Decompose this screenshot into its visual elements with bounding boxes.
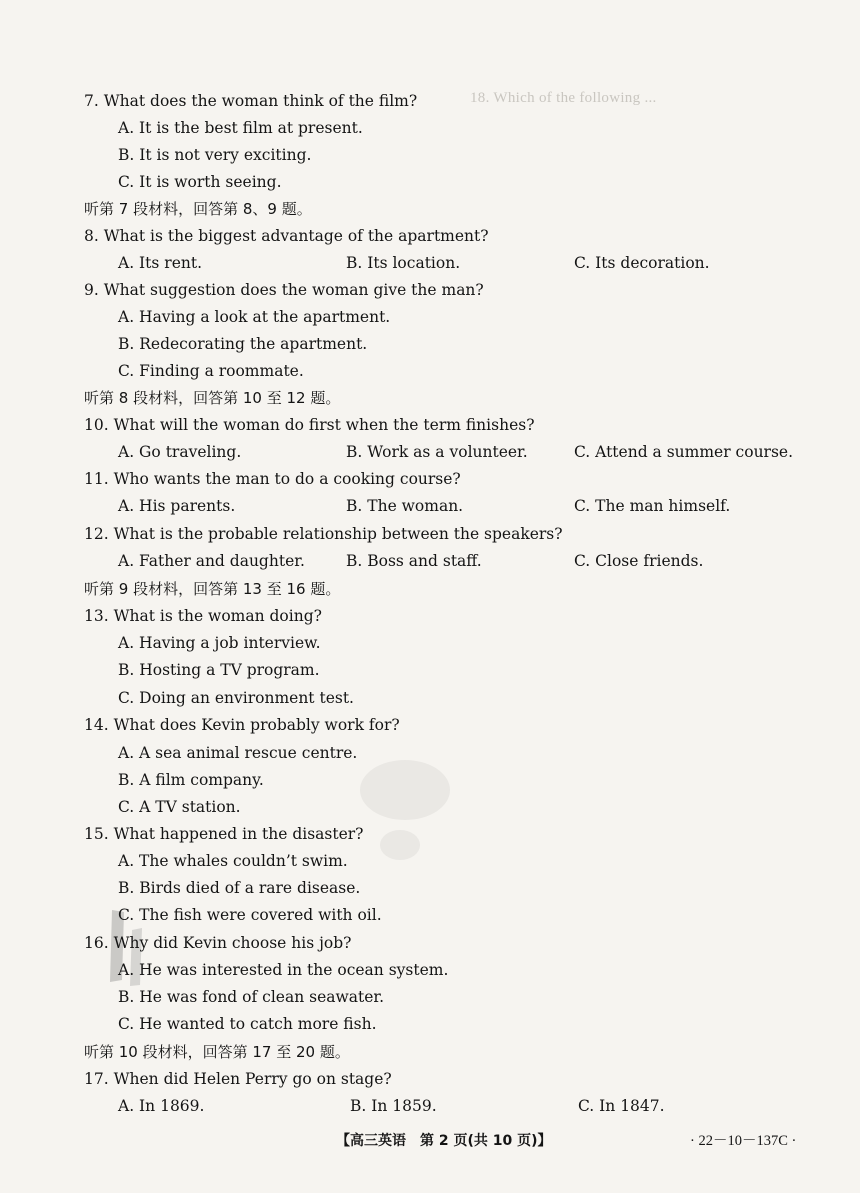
option-c[interactable]: C. Attend a summer course. <box>574 443 794 461</box>
question-7 <box>84 88 417 115</box>
option-c[interactable]: C. Close friends. <box>574 552 704 570</box>
page-footer-label: 【高三英语 第 2 页(共 10 页)】 <box>336 1133 552 1149</box>
question-number: 10. <box>84 416 109 434</box>
question-number: 15. <box>84 825 109 843</box>
paper-smudge <box>380 830 420 860</box>
question-16 <box>84 930 351 957</box>
option-c[interactable]: C. A TV station. <box>118 798 241 816</box>
option-a[interactable]: A. Go traveling. <box>118 443 242 461</box>
option-b[interactable]: B. He was fond of clean seawater. <box>118 988 385 1006</box>
question-17 <box>84 1066 392 1093</box>
option-c[interactable]: C. Doing an environment test. <box>118 689 354 707</box>
question-text: Who wants the man to do a cooking course? <box>113 470 461 488</box>
question-text: What is the biggest advantage of the apartment? <box>103 227 489 245</box>
option-c[interactable]: C. The fish were covered with oil. <box>118 906 382 924</box>
option-c[interactable]: C. It is worth seeing. <box>118 173 282 191</box>
question-text: When did Helen Perry go on stage? <box>113 1070 392 1088</box>
option-c[interactable]: C. He wanted to catch more fish. <box>118 1015 377 1033</box>
option-c[interactable]: C. Its decoration. <box>574 254 710 272</box>
section-heading: 听第 9 段材料，回答第 13 至 16 题。 <box>84 580 341 598</box>
question-number: 16. <box>84 934 109 952</box>
question-text: What suggestion does the woman give the man? <box>103 281 484 299</box>
option-a[interactable]: A. Father and daughter. <box>118 552 305 570</box>
option-b[interactable]: B. Hosting a TV program. <box>118 661 320 679</box>
question-text: What is the probable relationship between the speakers? <box>113 525 563 543</box>
section-heading: 听第 7 段材料，回答第 8、9 题。 <box>84 200 312 218</box>
question-10 <box>84 412 535 439</box>
option-b[interactable]: B. Redecorating the apartment. <box>118 335 368 353</box>
question-text: What does the woman think of the film? <box>103 92 418 110</box>
question-number: 13. <box>84 607 109 625</box>
option-a[interactable]: A. It is the best film at present. <box>118 119 363 137</box>
section-heading: 听第 8 段材料，回答第 10 至 12 题。 <box>84 389 341 407</box>
show-through: 18. Which of the following ... <box>470 90 657 106</box>
section-heading: 听第 10 段材料，回答第 17 至 20 题。 <box>84 1043 350 1061</box>
paper-smudge <box>360 760 450 820</box>
option-b[interactable]: B. Boss and staff. <box>346 552 482 570</box>
option-a[interactable]: A. A sea animal rescue centre. <box>118 744 358 762</box>
option-b[interactable]: B. Birds died of a rare disease. <box>118 879 361 897</box>
option-b[interactable]: B. The woman. <box>346 497 464 515</box>
option-b[interactable]: B. It is not very exciting. <box>118 146 312 164</box>
option-a[interactable]: A. His parents. <box>118 497 236 515</box>
question-15 <box>84 821 363 848</box>
option-a[interactable]: A. Having a job interview. <box>118 634 321 652</box>
question-number: 17. <box>84 1070 109 1088</box>
question-text: Why did Kevin choose his job? <box>113 934 352 952</box>
option-b[interactable]: B. Its location. <box>346 254 461 272</box>
question-number: 12. <box>84 525 109 543</box>
question-number: 14. <box>84 716 109 734</box>
question-12 <box>84 521 563 548</box>
question-11 <box>84 466 461 493</box>
question-text: What will the woman do first when the term finishes? <box>113 416 535 434</box>
option-a[interactable]: A. Its rent. <box>118 254 203 272</box>
option-c[interactable]: C. Finding a roommate. <box>118 362 304 380</box>
option-a[interactable]: A. He was interested in the ocean system. <box>118 961 449 979</box>
question-13 <box>84 603 322 630</box>
option-c[interactable]: C. In 1847. <box>578 1097 665 1115</box>
question-number: 7. <box>84 92 99 110</box>
question-text: What is the woman doing? <box>113 607 322 625</box>
option-b[interactable]: B. In 1859. <box>350 1097 437 1115</box>
option-a[interactable]: A. In 1869. <box>118 1097 205 1115</box>
question-8 <box>84 223 489 250</box>
question-text: What happened in the disaster? <box>113 825 364 843</box>
page-code: · 22－10－137C · <box>690 1133 797 1149</box>
question-9 <box>84 277 484 304</box>
option-b[interactable]: B. Work as a volunteer. <box>346 443 528 461</box>
question-text: What does Kevin probably work for? <box>113 716 400 734</box>
question-14 <box>84 712 400 739</box>
question-number: 8. <box>84 227 99 245</box>
option-a[interactable]: A. Having a look at the apartment. <box>118 308 391 326</box>
option-b[interactable]: B. A film company. <box>118 771 264 789</box>
option-a[interactable]: A. The whales couldn’t swim. <box>118 852 348 870</box>
option-c[interactable]: C. The man himself. <box>574 497 731 515</box>
question-number: 9. <box>84 281 99 299</box>
question-number: 11. <box>84 470 109 488</box>
